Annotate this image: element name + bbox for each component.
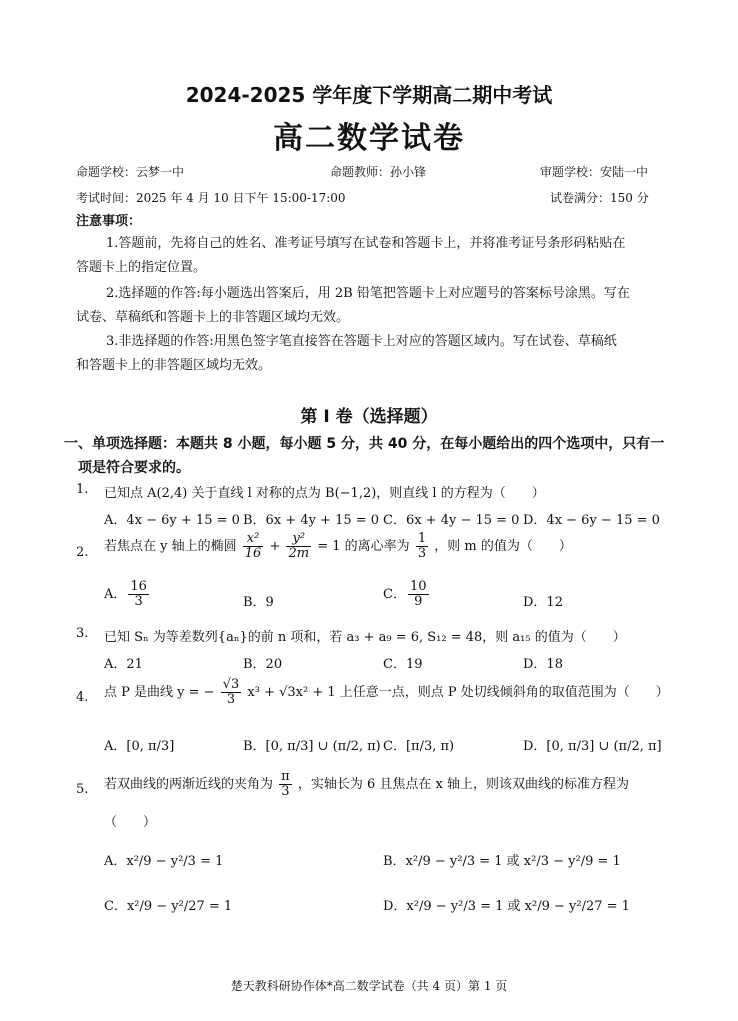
- page-footer: 楚天教科研协作体*高二数学试卷（共 4 页）第 1 页: [230, 979, 508, 993]
- q4-stem: [104, 678, 669, 707]
- q4-stem-after: x³ + √3x² + 1 上任意一点，则点 P 处切线倾斜角的取值范围为（ ）: [247, 685, 669, 700]
- q3-option-c: C．19: [383, 657, 423, 672]
- q2-frac1-num: x²: [246, 531, 260, 546]
- q5-answer-paren: （ ）: [104, 815, 157, 830]
- q3-stem: 已知 Sₙ 为等差数列{aₙ}的前 n 项和，若 a₃ + a₉ = 6, S₁₂ = 48，则 a₁₅ 的值为（ ）: [104, 630, 626, 645]
- q2-c-num: 10: [409, 579, 427, 594]
- notice-item-1: [76, 232, 666, 280]
- notice-item-2-line1: 2.选择题的作答:每小题选出答案后，用 2B 铅笔把答题卡上对应题号的答案标号涂黑。写在: [106, 286, 630, 301]
- q4-stem-before: 点 P 是曲线 y = −: [104, 685, 215, 700]
- q5-fraction: [279, 770, 292, 799]
- q5-number: 5.: [76, 782, 89, 797]
- q2-a-den: 3: [128, 594, 149, 609]
- q1-option-a: A．4x − 6y + 15 = 0: [104, 513, 240, 528]
- q2-frac2-den: 2m: [288, 546, 310, 561]
- q1-stem: 已知点 A(2,4) 关于直线 l 对称的点为 B(−1,2)，则直线 l 的方程为（ ）: [104, 486, 545, 501]
- notice-heading: 注意事项：: [76, 214, 142, 229]
- q2-eq: = 1 的离心率为: [317, 539, 410, 554]
- q2-a-num: 16: [130, 579, 147, 594]
- q2-plus: +: [269, 539, 281, 554]
- q2-frac3-den: 3: [417, 546, 427, 561]
- q4-frac-num: √3: [222, 677, 240, 692]
- q2-fraction-x: [243, 532, 264, 561]
- q3-option-d: D．18: [523, 657, 563, 672]
- section-title: 第 I 卷（选择题）: [300, 407, 438, 427]
- q5-stem-before: 若双曲线的两渐近线的夹角为: [104, 777, 274, 792]
- notice-item-1-line2: 答题卡上的指定位置。: [76, 260, 207, 275]
- notice-item-2-line2: 试卷、草稿纸和答题卡上的非答题区域均无效。: [76, 310, 350, 325]
- q3-number: 3.: [76, 626, 89, 641]
- meta-time: 考试时间：2025 年 4 月 10 日下午 15:00-17:00: [76, 191, 346, 205]
- notice-item-2: [76, 282, 666, 330]
- q1-option-b: B．6x + 4y + 15 = 0: [243, 513, 380, 528]
- q2-frac2-num: y²: [292, 531, 306, 546]
- q2-c-den: 9: [408, 594, 429, 609]
- meta-teacher: 命题教师：孙小锋: [330, 165, 427, 179]
- q4-number: 4.: [76, 690, 89, 705]
- q5-stem-after: ，实轴长为 6 且焦点在 x 轴上，则该双曲线的标准方程为: [297, 777, 629, 792]
- part1-instructions: [64, 432, 676, 480]
- notice-item-1-line1: 1.答题前，先将自己的姓名、准考证号填写在试卷和答题卡上，并将准考证号条形码粘贴在: [106, 236, 626, 251]
- q4-frac-den: 3: [221, 692, 242, 707]
- q2-stem-before: 若焦点在 y 轴上的椭圆: [104, 539, 237, 554]
- q2-option-d: D．12: [523, 595, 563, 610]
- part1-line2: 项是符合要求的。: [78, 460, 190, 476]
- q1-number: 1.: [76, 482, 89, 497]
- q2-option-a: [104, 580, 151, 609]
- q5-frac-num: π: [281, 769, 290, 784]
- q3-option-a: A．21: [104, 657, 143, 672]
- q2-option-c: [383, 580, 431, 609]
- q2-fraction-e: [416, 532, 428, 561]
- q2-stem: [104, 532, 572, 561]
- meta-reviewer: 审题学校：安陆一中: [540, 165, 649, 179]
- notice-item-3-line2: 和答题卡上的非答题区域均无效。: [76, 358, 272, 373]
- meta-score: 试卷满分：150 分: [550, 191, 649, 205]
- q2-option-b: B．9: [243, 595, 274, 610]
- q3-option-b: B．20: [243, 657, 283, 672]
- q4-option-d: D．[0, π/3] ∪ (π/2, π]: [523, 739, 662, 754]
- q2-option-a-label: A．: [104, 587, 127, 602]
- exam-title: 2024-2025 学年度下学期高二期中考试: [185, 83, 553, 107]
- notice-item-3-line1: 3.非选择题的作答:用黑色签字笔直接答在答题卡上对应的答题区域内。写在试卷、草稿纸: [106, 334, 617, 349]
- meta-school: 命题学校：云梦一中: [76, 165, 185, 179]
- q5-option-a: A．x²/9 − y²/3 = 1: [104, 854, 224, 869]
- exam-subject-title: 高二数学试卷: [273, 121, 465, 156]
- q2-option-a-fraction: [128, 580, 149, 609]
- q2-fraction-y: [286, 532, 311, 561]
- notice-item-3: [76, 330, 666, 378]
- q2-frac1-den: 16: [244, 546, 262, 561]
- part1-line1: 一、单项选择题：本题共 8 小题，每小题 5 分，共 40 分，在每小题给出的四个选项中，只有一: [64, 436, 665, 452]
- q5-option-d: D．x²/9 − y²/3 = 1 或 x²/9 − y²/27 = 1: [383, 899, 630, 914]
- q4-fraction: [221, 678, 242, 707]
- q2-option-c-label: C．: [383, 587, 406, 602]
- q1-option-c: C．6x + 4y − 15 = 0: [383, 513, 520, 528]
- q2-frac3-num: 1: [417, 531, 427, 546]
- q4-option-b: B．[0, π/3] ∪ (π/2, π): [243, 739, 381, 754]
- q1-option-d: D．4x − 6y − 15 = 0: [523, 513, 660, 528]
- q2-option-c-fraction: [408, 580, 429, 609]
- q5-option-b: B．x²/9 − y²/3 = 1 或 x²/3 − y²/9 = 1: [383, 854, 621, 869]
- q2-stem-after: ，则 m 的值为（ ）: [434, 539, 572, 554]
- q4-option-a: A．[0, π/3]: [104, 739, 175, 754]
- q5-option-c: C．x²/9 − y²/27 = 1: [104, 899, 233, 914]
- q4-option-c: C．[π/3, π): [383, 739, 455, 754]
- q2-number: 2.: [76, 545, 89, 560]
- q5-stem: [104, 770, 629, 799]
- q5-frac-den: 3: [279, 784, 292, 799]
